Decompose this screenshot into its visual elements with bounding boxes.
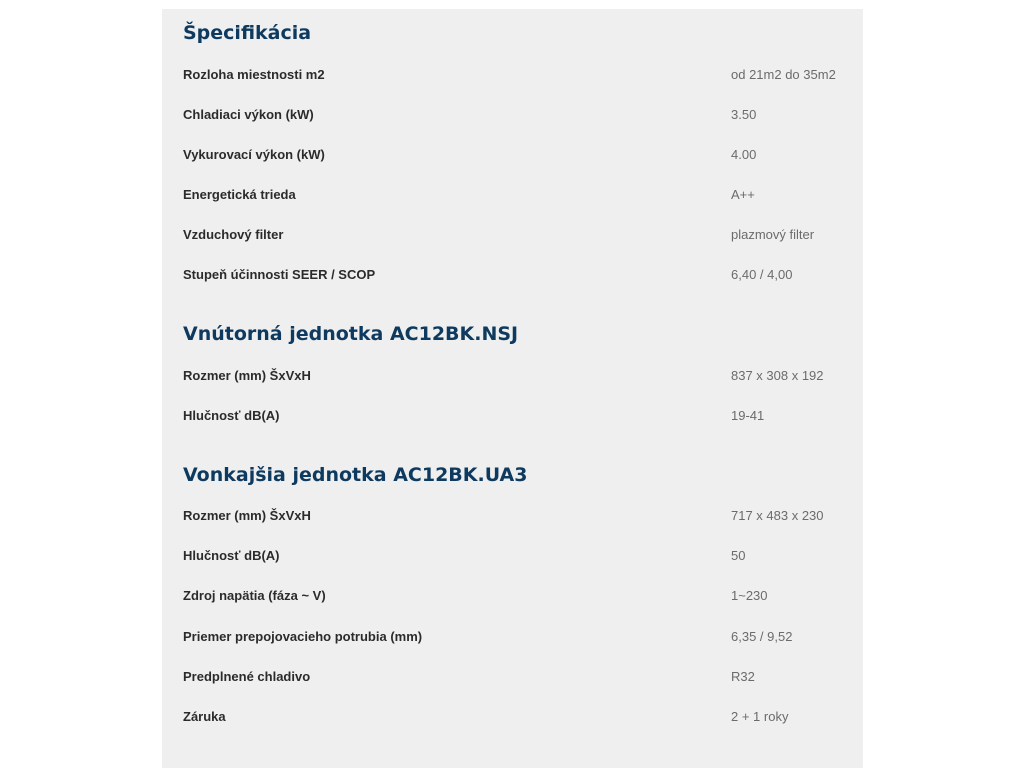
spec-value: A++ [731, 187, 755, 202]
spec-label: Chladiaci výkon (kW) [183, 107, 314, 122]
spec-label: Hlučnosť dB(A) [183, 408, 280, 423]
spec-row [162, 544, 863, 568]
spec-value: 717 x 483 x 230 [731, 508, 824, 523]
spec-label: Vykurovací výkon (kW) [183, 147, 325, 162]
spec-row [162, 625, 863, 649]
spec-row [162, 143, 863, 167]
spec-row [162, 364, 863, 388]
spec-label: Stupeň účinnosti SEER / SCOP [183, 267, 376, 282]
spec-label: Priemer prepojovacieho potrubia (mm) [183, 629, 423, 644]
spec-row [162, 404, 863, 428]
spec-value: R32 [731, 669, 755, 684]
section-title-indoor-unit: Vnútorná jednotka AC12BK.NSJ [183, 323, 519, 345]
section-title-specification: Špecifikácia [183, 22, 312, 44]
spec-value: 19-41 [731, 408, 765, 423]
spec-value: 4.00 [731, 147, 757, 162]
spec-label: Záruka [183, 709, 226, 724]
spec-label: Zdroj napätia (fáza ~ V) [183, 588, 326, 603]
spec-value: 2 + 1 roky [731, 709, 789, 724]
spec-row [162, 183, 863, 207]
spec-value: 1~230 [731, 588, 768, 603]
specification-panel [162, 9, 863, 768]
spec-row [162, 665, 863, 689]
spec-row [162, 705, 863, 729]
spec-value: plazmový filter [731, 227, 815, 242]
spec-row [162, 584, 863, 608]
spec-label: Rozloha miestnosti m2 [183, 67, 325, 82]
spec-value: 6,40 / 4,00 [731, 267, 793, 282]
spec-label: Energetická trieda [183, 187, 296, 202]
spec-value: 6,35 / 9,52 [731, 629, 793, 644]
spec-value: 50 [731, 548, 746, 563]
section-title-outdoor-unit: Vonkajšia jednotka AC12BK.UA3 [183, 464, 528, 486]
spec-value: 837 x 308 x 192 [731, 368, 824, 383]
spec-row [162, 103, 863, 127]
spec-row [162, 504, 863, 528]
spec-row [162, 263, 863, 287]
spec-row [162, 223, 863, 247]
spec-label: Hlučnosť dB(A) [183, 548, 280, 563]
spec-label: Vzduchový filter [183, 227, 284, 242]
spec-label: Rozmer (mm) ŠxVxH [183, 508, 311, 523]
spec-value: od 21m2 do 35m2 [731, 67, 836, 82]
spec-label: Rozmer (mm) ŠxVxH [183, 368, 311, 383]
spec-value: 3.50 [731, 107, 757, 122]
spec-row [162, 63, 863, 87]
spec-label: Predplnené chladivo [183, 669, 311, 684]
